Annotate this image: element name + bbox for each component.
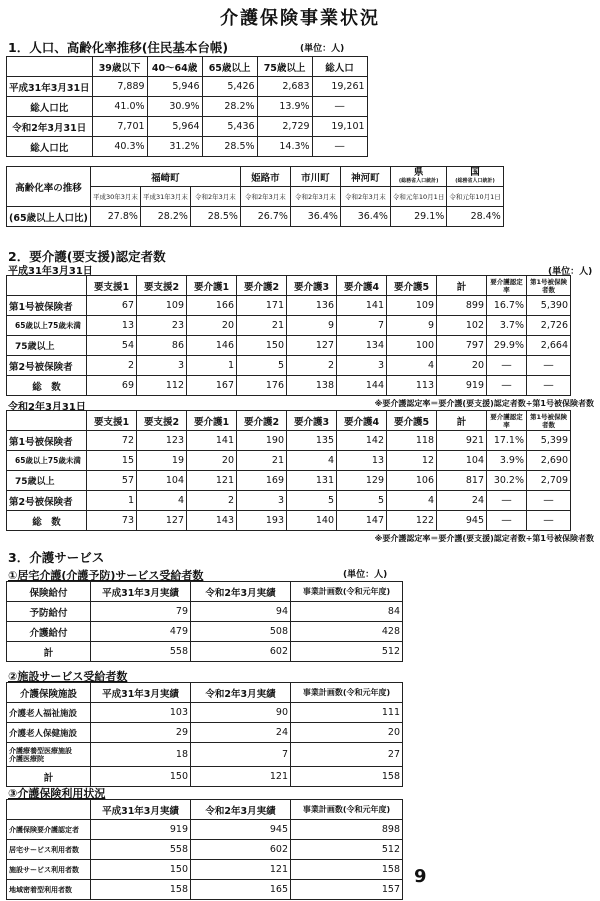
cell: ― [527, 491, 571, 511]
cell: 479 [91, 622, 191, 642]
cell: 7,889 [92, 77, 147, 97]
cell: 147 [337, 511, 387, 531]
row-label [7, 743, 91, 767]
cell: 102 [437, 316, 487, 336]
cell: 817 [437, 471, 487, 491]
row-label: 総 数 [7, 511, 87, 531]
cell: 122 [387, 511, 437, 531]
cert-header: 計 [437, 276, 487, 296]
cell: 2 [187, 491, 237, 511]
cell: 2,683 [257, 77, 312, 97]
usage-table [6, 799, 403, 900]
cell: 40.3% [92, 137, 147, 157]
row-label: 75歳以上 [7, 336, 87, 356]
population-header: 65歳以上 [202, 57, 257, 77]
cell: 112 [137, 376, 187, 396]
cell: 14.3% [257, 137, 312, 157]
row-label: 地域密着型利用者数 [7, 880, 91, 900]
page-number: 9 [414, 866, 427, 887]
cell: 13 [87, 316, 137, 336]
aging-value: 28.2% [140, 207, 190, 227]
cell: 169 [237, 471, 287, 491]
cert-header: 要介護4 [337, 276, 387, 296]
formula-note-2: ※要介護認定率＝要介護(要支援)認定者数÷第1号被保険者数 [374, 534, 594, 543]
aging-group-header [390, 167, 446, 187]
cert-header: 要介護1 [187, 276, 237, 296]
aging-group-header: 姫路市 [240, 167, 290, 187]
formula-note-1: ※要介護認定率＝要介護(要支援)認定者数÷第1号被保険者数 [374, 399, 594, 408]
cell: 165 [191, 880, 291, 900]
row-label: 総 数 [7, 376, 87, 396]
cert-header: 要支援1 [87, 276, 137, 296]
cell: 1 [87, 491, 137, 511]
cell: 19 [137, 451, 187, 471]
cell: 921 [437, 431, 487, 451]
cell: 31.2% [147, 137, 202, 157]
row-label: 第2号被保険者 [7, 356, 87, 376]
table-row [7, 137, 368, 157]
cell: 3.7% [487, 316, 527, 336]
row-label: 総人口比 [7, 97, 93, 117]
section3-heading: 3．介護サービス [8, 550, 105, 565]
facility-table [6, 682, 403, 787]
table-row [7, 376, 571, 396]
cell: 4 [287, 451, 337, 471]
cell: 144 [337, 376, 387, 396]
aging-value: 36.4% [340, 207, 390, 227]
row-label: 予防給付 [7, 602, 91, 622]
cell: 919 [91, 820, 191, 840]
cell: 945 [191, 820, 291, 840]
cell: 158 [291, 860, 403, 880]
table-row [7, 77, 368, 97]
cell: 4 [137, 491, 187, 511]
cert-header: 要支援2 [137, 411, 187, 431]
table-row [7, 767, 403, 787]
aging-value: 28.5% [190, 207, 240, 227]
cell: ― [527, 356, 571, 376]
cell: 602 [191, 642, 291, 662]
cert-header: 要介護3 [287, 276, 337, 296]
aging-date: 令和元年10月1日 [447, 187, 503, 207]
aging-date: 令和元年10月1日 [390, 187, 446, 207]
cell: 41.0% [92, 97, 147, 117]
cell: 121 [191, 860, 291, 880]
aging-group-header: 神河町 [340, 167, 390, 187]
table-row [7, 451, 571, 471]
cell: 73 [87, 511, 137, 531]
cell: 166 [187, 296, 237, 316]
cell: 29.9% [487, 336, 527, 356]
cell: 5,399 [527, 431, 571, 451]
cell: 28.5% [202, 137, 257, 157]
cell: 2,690 [527, 451, 571, 471]
cell: 21 [237, 451, 287, 471]
cell: 113 [387, 376, 437, 396]
cell: 5,436 [202, 117, 257, 137]
usage-header-corner [7, 800, 91, 820]
cell: 142 [337, 431, 387, 451]
home-care-header: 平成31年3月実績 [91, 582, 191, 602]
cert-header: 計 [437, 411, 487, 431]
cell: 2,664 [527, 336, 571, 356]
aging-row-label-2: (65歳以上人口比) [7, 207, 91, 227]
population-table [6, 56, 368, 157]
cell: 919 [437, 376, 487, 396]
cell: 111 [291, 703, 403, 723]
cell: ― [487, 491, 527, 511]
sub1-unit: (単位：人) [343, 570, 388, 580]
cell: 72 [87, 431, 137, 451]
population-header: 総人口 [312, 57, 367, 77]
table-row [7, 703, 403, 723]
cell: ― [487, 511, 527, 531]
aging-group-header [447, 167, 503, 187]
table-row [7, 820, 403, 840]
sub2-heading: ②施設サービス受給者数 [8, 670, 128, 683]
table-row [7, 622, 403, 642]
table-row [7, 860, 403, 880]
cell: 2,726 [527, 316, 571, 336]
cell: 28.2% [202, 97, 257, 117]
rate-header: 要介護認定率 [487, 276, 527, 296]
cert-header: 要介護2 [237, 276, 287, 296]
cell: 20 [187, 316, 237, 336]
cert-header: 要介護5 [387, 276, 437, 296]
cell: 5 [237, 356, 287, 376]
certification-table-2019 [6, 275, 571, 396]
home-care-table [6, 581, 403, 662]
cell: ― [487, 376, 527, 396]
aging-group-name: 県 [413, 166, 424, 178]
cell: 140 [287, 511, 337, 531]
cell: 127 [137, 511, 187, 531]
table-row [7, 723, 403, 743]
cell: 27 [291, 743, 403, 767]
cell: 4 [387, 356, 437, 376]
row-label: 計 [7, 767, 91, 787]
cell: 428 [291, 622, 403, 642]
row-label: 第2号被保険者 [7, 491, 87, 511]
cert-header: 要介護3 [287, 411, 337, 431]
cert-header: 要支援2 [137, 276, 187, 296]
sub3-heading: ③介護保険利用状況 [8, 787, 106, 800]
usage-header: 平成31年3月実績 [91, 800, 191, 820]
cell: 24 [437, 491, 487, 511]
cell: 512 [291, 840, 403, 860]
row-label-line: 介護医療院 [9, 754, 44, 763]
cell: 193 [237, 511, 287, 531]
cert-header: 要介護1 [187, 411, 237, 431]
cell: 899 [437, 296, 487, 316]
cell: 150 [237, 336, 287, 356]
cell: 129 [337, 471, 387, 491]
row-label: 第1号被保険者 [7, 431, 87, 451]
cert-header: 要介護4 [337, 411, 387, 431]
aging-value: 29.1% [390, 207, 446, 227]
cell: 2 [287, 356, 337, 376]
table-row [7, 296, 571, 316]
cell: 558 [91, 840, 191, 860]
cell: 7,701 [92, 117, 147, 137]
table-row [7, 840, 403, 860]
cell: 57 [87, 471, 137, 491]
table-row [7, 642, 403, 662]
cell: 2,709 [527, 471, 571, 491]
cell: 138 [287, 376, 337, 396]
cert-header-corner [7, 276, 87, 296]
cell: 898 [291, 820, 403, 840]
cell: 3 [337, 356, 387, 376]
aging-group-sub: (総務省人口統計) [455, 177, 495, 184]
aging-value: 36.4% [290, 207, 340, 227]
table-row [7, 117, 368, 137]
cell: 106 [387, 471, 437, 491]
certification-table-2020 [6, 410, 571, 531]
cell: 171 [237, 296, 287, 316]
section1-heading: 1．人口、高齢化率推移(住民基本台帳) [8, 40, 229, 55]
cell: 15 [87, 451, 137, 471]
aging-date: 平成30年3月末 [90, 187, 140, 207]
cell: 5,964 [147, 117, 202, 137]
aging-date: 令和2年3月末 [190, 187, 240, 207]
population-header-corner [7, 57, 93, 77]
cell: 90 [191, 703, 291, 723]
population-header: 39歳以下 [92, 57, 147, 77]
usage-header: 事業計画数(令和元年度) [291, 800, 403, 820]
row-label: 計 [7, 642, 91, 662]
cell: 141 [337, 296, 387, 316]
cell: 104 [437, 451, 487, 471]
rate-header: 要介護認定率 [487, 411, 527, 431]
cell: 7 [191, 743, 291, 767]
cell: 104 [137, 471, 187, 491]
home-care-header: 保険給付 [7, 582, 91, 602]
cell: 9 [287, 316, 337, 336]
row-label: 総人口比 [7, 137, 93, 157]
row-label: 65歳以上75歳未満 [7, 316, 87, 336]
table-row [7, 431, 571, 451]
home-care-header: 事業計画数(令和元年度) [291, 582, 403, 602]
table2-date: 令和2年3月31日 [8, 402, 86, 413]
cell: 7 [337, 316, 387, 336]
table-row [7, 356, 571, 376]
cell: ― [312, 137, 367, 157]
table-row [7, 97, 368, 117]
cell: 19,101 [312, 117, 367, 137]
page-title: 介護保険事業状況 [220, 8, 380, 29]
table-row [7, 602, 403, 622]
aging-group-name: 国 [470, 166, 480, 178]
cell: 18 [91, 743, 191, 767]
facility-header: 平成31年3月実績 [91, 683, 191, 703]
row-label: 介護老人保健施設 [7, 723, 91, 743]
aging-group-sub: (総務省人口統計) [398, 177, 439, 184]
cell: 5 [287, 491, 337, 511]
cert-header: 要介護5 [387, 411, 437, 431]
facility-header: 介護保険施設 [7, 683, 91, 703]
cell: 136 [287, 296, 337, 316]
cell: 558 [91, 642, 191, 662]
cell: 5,426 [202, 77, 257, 97]
usage-header: 令和2年3月実績 [191, 800, 291, 820]
cell: 67 [87, 296, 137, 316]
cell: 150 [91, 767, 191, 787]
cell: 945 [437, 511, 487, 531]
cell: 30.9% [147, 97, 202, 117]
table-row [7, 336, 571, 356]
aging-date: 令和2年3月末 [340, 187, 390, 207]
table-row [7, 316, 571, 336]
cell: 103 [91, 703, 191, 723]
cell: 109 [137, 296, 187, 316]
cell: ― [312, 97, 367, 117]
sub1-heading: ①居宅介護(介護予防)サービス受給者数 [8, 569, 204, 582]
section2-heading: 2．要介護(要支援)認定者数 [8, 249, 166, 264]
cell: 30.2% [487, 471, 527, 491]
cell: 3.9% [487, 451, 527, 471]
cell: 20 [437, 356, 487, 376]
cell: 118 [387, 431, 437, 451]
cell: ― [527, 376, 571, 396]
cell: 190 [237, 431, 287, 451]
cert-header: 要支援1 [87, 411, 137, 431]
cell: 3 [137, 356, 187, 376]
table-row [7, 511, 571, 531]
aging-date: 令和2年3月末 [290, 187, 340, 207]
cell: 16.7% [487, 296, 527, 316]
row-label: 施設サービス利用者数 [7, 860, 91, 880]
cell: 20 [291, 723, 403, 743]
row-label: 平成31年3月31日 [7, 77, 93, 97]
aging-value: 27.8% [90, 207, 140, 227]
cell: 123 [137, 431, 187, 451]
insured-header: 第1号被保険者数 [527, 411, 571, 431]
cell: 5,946 [147, 77, 202, 97]
cell: 158 [91, 880, 191, 900]
cell: 1 [187, 356, 237, 376]
cell: 508 [191, 622, 291, 642]
cell: 4 [387, 491, 437, 511]
row-label: 75歳以上 [7, 471, 87, 491]
aging-group-header: 福崎町 [90, 167, 240, 187]
cell: ― [527, 511, 571, 531]
cell: 100 [387, 336, 437, 356]
row-label: 65歳以上75歳未満 [7, 451, 87, 471]
cell: 94 [191, 602, 291, 622]
cell: 13.9% [257, 97, 312, 117]
aging-value: 28.4% [447, 207, 503, 227]
section2-unit: (単位：人) [548, 267, 593, 277]
cell: 121 [191, 767, 291, 787]
aging-value: 26.7% [240, 207, 290, 227]
cell: 79 [91, 602, 191, 622]
cell: 512 [291, 642, 403, 662]
cell: 21 [237, 316, 287, 336]
aging-group-header: 市川町 [290, 167, 340, 187]
population-header: 75歳以上 [257, 57, 312, 77]
cell: 2 [87, 356, 137, 376]
cell: 86 [137, 336, 187, 356]
cell: 797 [437, 336, 487, 356]
cell: 20 [187, 451, 237, 471]
row-label: 令和2年3月31日 [7, 117, 93, 137]
cell: 13 [337, 451, 387, 471]
table-row [7, 491, 571, 511]
row-label: 介護給付 [7, 622, 91, 642]
row-label: 居宅サービス利用者数 [7, 840, 91, 860]
cell: 141 [187, 431, 237, 451]
cell: 157 [291, 880, 403, 900]
aging-row-label: 高齢化率の推移 [7, 167, 91, 207]
cell: 150 [91, 860, 191, 880]
cell: 131 [287, 471, 337, 491]
cell: 127 [287, 336, 337, 356]
table-row [7, 471, 571, 491]
aging-date: 平成31年3月末 [140, 187, 190, 207]
facility-header: 令和2年3月実績 [191, 683, 291, 703]
facility-header: 事業計画数(令和元年度) [291, 683, 403, 703]
row-label: 第1号被保険者 [7, 296, 87, 316]
cell: 143 [187, 511, 237, 531]
cell: 5 [337, 491, 387, 511]
cell: 5,390 [527, 296, 571, 316]
cell: 135 [287, 431, 337, 451]
table-row [7, 743, 403, 767]
cell: 167 [187, 376, 237, 396]
cell: 24 [191, 723, 291, 743]
cell: 2,729 [257, 117, 312, 137]
cell: 9 [387, 316, 437, 336]
cell: 109 [387, 296, 437, 316]
cell: 12 [387, 451, 437, 471]
row-label: 介護保険要介護認定者 [7, 820, 91, 840]
cell: 23 [137, 316, 187, 336]
cell: 134 [337, 336, 387, 356]
cell: 3 [237, 491, 287, 511]
home-care-header: 令和2年3月実績 [191, 582, 291, 602]
insured-header: 第1号被保険者数 [527, 276, 571, 296]
cell: 54 [87, 336, 137, 356]
cell: 69 [87, 376, 137, 396]
cert-header-corner [7, 411, 87, 431]
cell: 17.1% [487, 431, 527, 451]
aging-rate-table [6, 166, 504, 227]
cell: 29 [91, 723, 191, 743]
table-row [7, 880, 403, 900]
population-header: 40～64歳 [147, 57, 202, 77]
cell: 176 [237, 376, 287, 396]
aging-date: 令和2年3月末 [240, 187, 290, 207]
cell: 84 [291, 602, 403, 622]
cell: ― [487, 356, 527, 376]
cell: 146 [187, 336, 237, 356]
table1-date: 平成31年3月31日 [8, 266, 93, 277]
row-label-line: 介護療養型医療施設 [9, 746, 72, 755]
row-label: 介護老人福祉施設 [7, 703, 91, 723]
cert-header: 要介護2 [237, 411, 287, 431]
cell: 19,261 [312, 77, 367, 97]
cell: 602 [191, 840, 291, 860]
cell: 121 [187, 471, 237, 491]
section1-unit: (単位：人) [300, 44, 345, 54]
cell: 158 [291, 767, 403, 787]
